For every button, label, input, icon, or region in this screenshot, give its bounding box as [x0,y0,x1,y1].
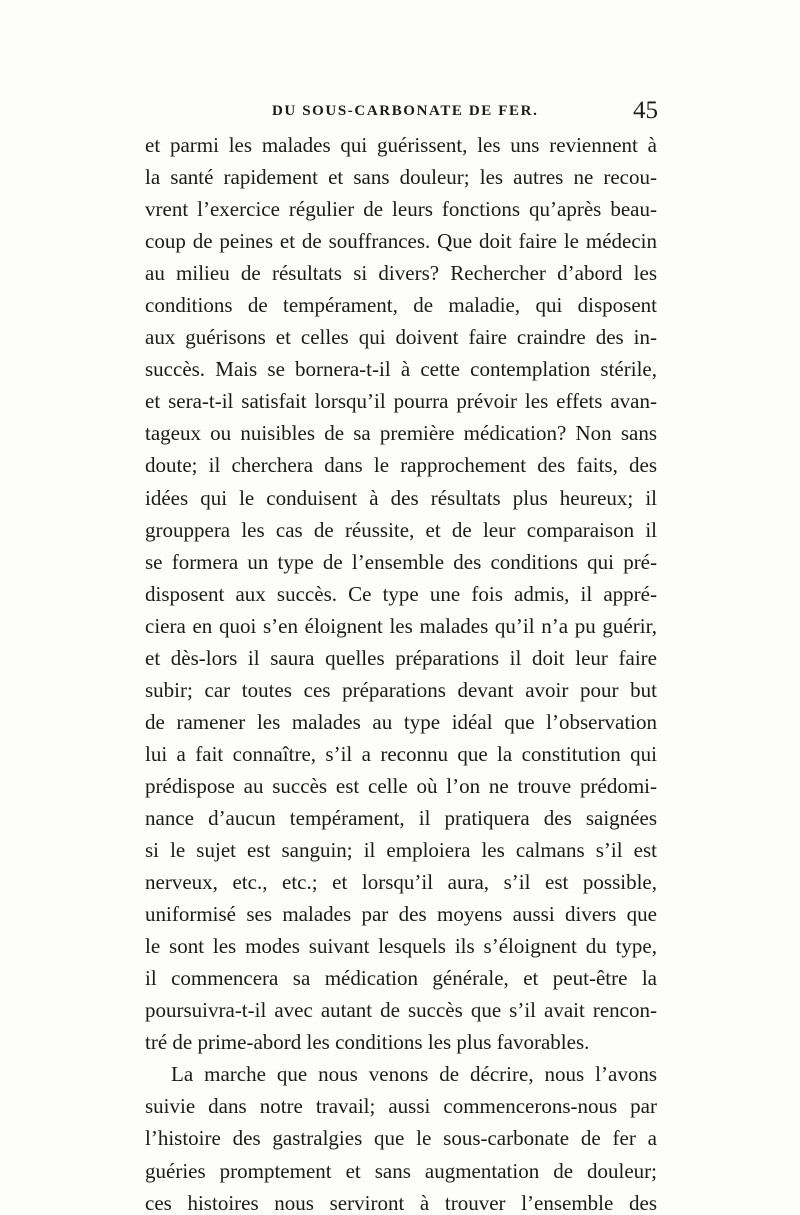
text-line: conditions de tempérament, de maladie, qui disposent [145,293,657,318]
text-line: grouppera les cas de réussite, et de leur comparaison il [145,517,657,542]
text-line: tré de prime-abord les conditions les plus favorables. [145,1030,590,1055]
text-line: lui a fait connaître, s’il a reconnu que la constitution qui [145,741,657,766]
text-line: coup de peines et de souffrances. Que doit faire le médecin [145,229,657,254]
text-line: doute; il cherchera dans le rapprochement des faits, des [145,453,657,478]
text-line: l’histoire des gastralgies que le sous-carbonate de fer a [145,1126,657,1151]
text-line: La marche que nous venons de décrire, nous l’avons [171,1062,657,1087]
running-head [140,97,660,133]
text-line: aux guérisons et celles qui doivent faire craindre des in- [145,325,657,350]
text-line: idées qui le conduisent à des résultats plus heureux; il [145,485,657,510]
text-line: subir; car toutes ces préparations devant avoir pour but [145,677,657,702]
text-line: uniformisé ses malades par des moyens aussi divers que [145,902,657,927]
text-line: guéries promptement et sans augmentation de douleur; [145,1158,657,1183]
text-line: poursuivra-t-il avec autant de succès que s’il avait rencon- [145,998,657,1023]
text-line: le sont les modes suivant lesquels ils s’éloignent du type, [145,934,657,959]
page-number: 45 [633,97,658,124]
text-line: suivie dans notre travail; aussi commencerons-nous par [145,1094,657,1119]
running-title: DU SOUS-CARBONATE DE FER. [272,103,539,119]
text-line: il commencera sa médication générale, et peut-être la [145,966,657,991]
text-line: et parmi les malades qui guérissent, les uns reviennent à [145,133,657,157]
text-line: au milieu de résultats si divers? Rechercher d’abord les [145,261,657,286]
text-line: de ramener les malades au type idéal que l’observation [145,709,657,734]
text-line: ces histoires nous serviront à trouver l’ensemble des [145,1190,657,1215]
text-line: ciera en quoi s’en éloignent les malades qu’il n’a pu guérir, [145,613,657,638]
text-line: nance d’aucun tempérament, il pratiquera des saignées [145,805,657,830]
text-line: tageux ou nuisibles de sa première médication? Non sans [145,421,657,446]
text-line: si le sujet est sanguin; il emploiera les calmans s’il est [145,838,657,863]
text-line: et dès-lors il saura quelles préparations il doit leur faire [145,645,657,670]
text-line: nerveux, etc., etc.; et lorsqu’il aura, s’il est possible, [145,870,657,895]
text-line: vrent l’exercice régulier de leurs fonctions qu’après beau- [145,197,657,222]
text-line: succès. Mais se bornera-t-il à cette contemplation stérile, [145,357,657,382]
text-line: disposent aux succès. Ce type une fois admis, il appré- [145,581,657,606]
text-line: se formera un type de l’ensemble des conditions qui pré- [145,549,657,574]
text-line: et sera-t-il satisfait lorsqu’il pourra prévoir les effets avan- [145,389,657,414]
text-line: prédispose au succès est celle où l’on ne trouve prédomi- [145,773,657,798]
text-line: la santé rapidement et sans douleur; les autres ne recou- [145,165,657,190]
body-text [145,129,657,1215]
